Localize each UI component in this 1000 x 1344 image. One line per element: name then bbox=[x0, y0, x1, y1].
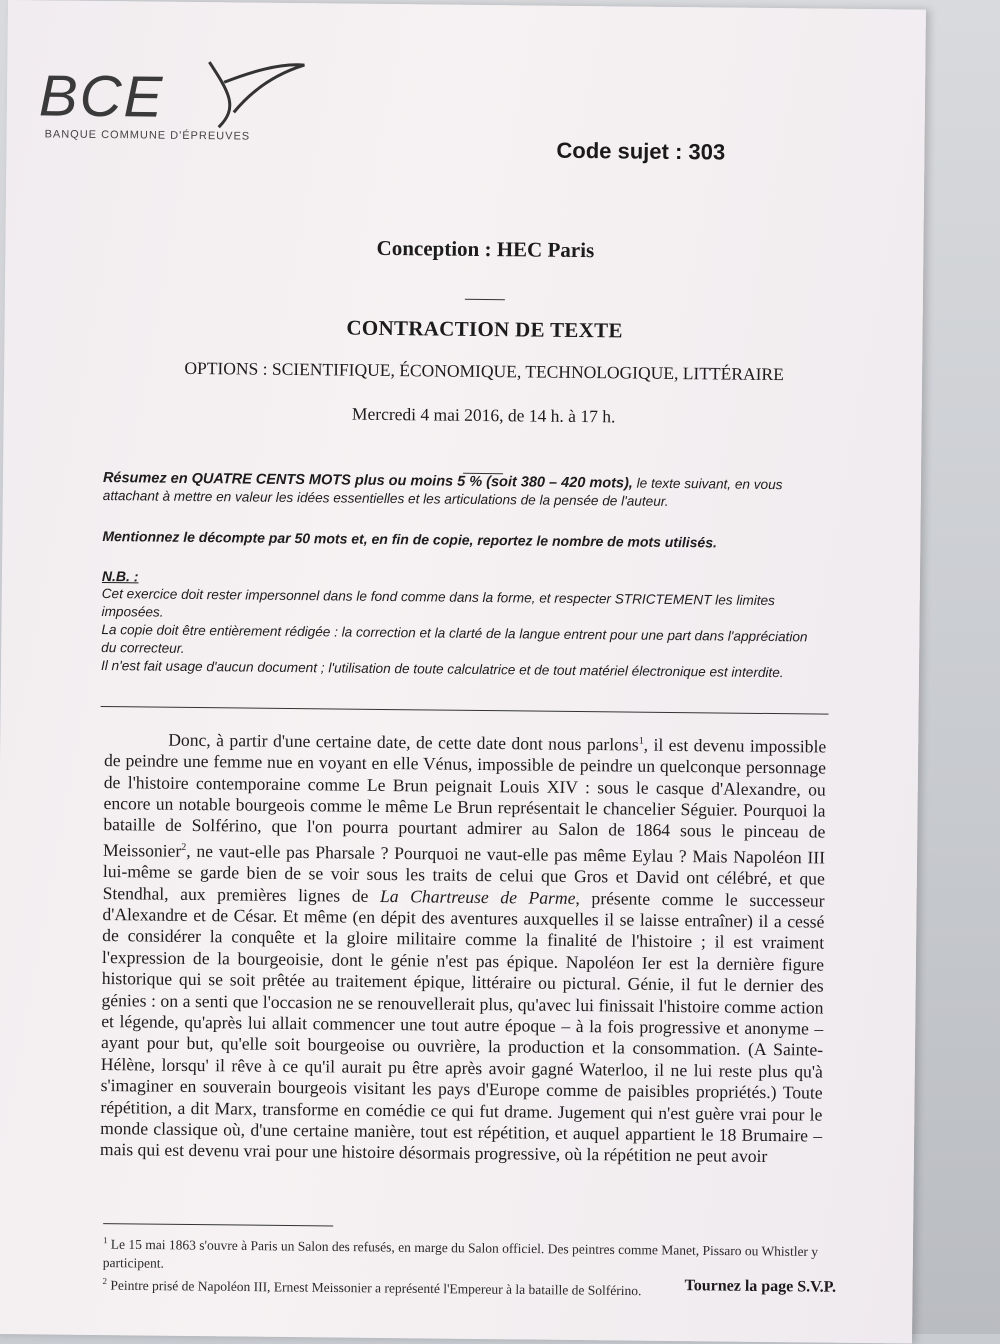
code-sujet: Code sujet : 303 bbox=[556, 137, 726, 165]
body-text: Donc, à partir d'une certaine date, de cette date dont nous parlons bbox=[168, 729, 639, 755]
footnote-mark: 1 bbox=[102, 1235, 108, 1246]
footnote-ref: 2 bbox=[181, 841, 187, 853]
footnote-ref: 1 bbox=[638, 735, 644, 747]
instruction-resumez-bold: Résumez en QUATRE CENTS MOTS plus ou moins 5 % (soit 380 – 420 mots), bbox=[102, 470, 633, 492]
exam-title: CONTRACTION DE TEXTE bbox=[346, 315, 623, 343]
footnote-mark: 2 bbox=[102, 1275, 108, 1286]
logo-text: BCE bbox=[38, 63, 165, 130]
separator-dash bbox=[123, 457, 843, 466]
conception-line: Conception : HEC Paris bbox=[376, 235, 595, 263]
body-text: , ne vaut-elle pas Pharsale ? Pourquoi ne vaut-elle pas même Eylau ? Mais Napoléon III lui-même se garde bien de se voir sous les traits de celui que Gros et David ont célébré, et que Stendhal, aux premières lignes de bbox=[102, 840, 826, 906]
instruction-mention: Mentionnez le décompte par 50 mots et, en fin de copie, reportez le nombre de mots utilisés. bbox=[102, 528, 718, 551]
horizontal-rule bbox=[101, 706, 829, 715]
footnote-rule bbox=[103, 1223, 333, 1226]
body-paragraph bbox=[100, 725, 827, 1168]
separator-dash bbox=[125, 283, 845, 292]
logo-subtitle: BANQUE COMMUNE D'ÉPREUVES bbox=[44, 128, 251, 143]
nb-line: Il n'est fait usage d'aucun document ; l'utilisation de toute calculatrice et de tout matériel électronique est interdite. bbox=[100, 658, 784, 681]
nb-line: Cet exercice doit rester impersonnel dans le fond comme dans la forme, et respecter STRICTEMENT les limites imposées. bbox=[101, 586, 775, 620]
bce-logo bbox=[38, 50, 299, 153]
body-text: , présente comme le successeur d'Alexandre et de César. Et même (en dépit des aventures auxquelles il se laisse entraîner) il a cessé de considérer la conquête et la gloire militaire comme la finalité de l'histoire ; il est vraiment l'expression de la bourgeoisie, dont le génie n'est pas épique. Napoléon Ier est la dernière figure historique qui se soit prêtée au traitement épique, littéraire ou pictural. Génie, il fut le dernier des génies : on a senti que l'occasion ne se renouvellerait plus, qu'avec lui finissait l'histoire comme action et légende, qu'après lui allait commencer une tout autre époque – à la fois progressive et anonyme – ayant pour but, qu'elle soit bourgeoise ou ouvrière, la production et la consommation. (A Sainte-Hélène, lorsqu' il rêve à ce qu'il aurait pu être après avoir gagné Waterloo, il ne lui reste plus qu'à s'imaginer en souverain bourgeois visitant les pays d'Europe comme de paisibles propriétés.) Toute répétition, a dit Marx, transforme en comédie ce qui fut drame. Jugement qui n'est guère vrai pour le monde classique où, d'une certaine manière, tout est répétition, et auquel appartient le 18 Brumaire – mais qui est devenu vrai pour une histoire désormais progressive, où la répétition ne peut avoir bbox=[99, 887, 825, 1167]
nb-block bbox=[101, 567, 827, 683]
body-text: , il est devenu impossible de peindre une femme nue en voyant en elle Vénus, impossible de peindre un quelconque personnage de l'histoire contemporaine comme Le Brun peignait Louis XIV : sous le casque d'Alexandre, ou encore un notable bourgeois comme le même Le Brun représentait le chancelier Séguier. Pourquoi la bataille de Solférino, que l'on pourra pourtant admirer au Salon de 1864 sous le pinceau de Meissonier bbox=[103, 734, 827, 861]
nb-title: N.B. : bbox=[101, 568, 139, 585]
exam-date: Mercredi 4 mai 2016, de 14 h. à 17 h. bbox=[351, 403, 616, 427]
nb-line: La copie doit être entièrement rédigée : la correction et la clarté de la langue entrent pour une part dans l'appréciation du correcteur. bbox=[101, 622, 808, 656]
footnote-text: Peintre prisé de Napoléon III, Ernest Meissonier a représenté l'Empereur à la bataille de Solférino. bbox=[106, 1277, 642, 1298]
text-body bbox=[100, 725, 827, 1168]
exam-options: OPTIONS : SCIENTIFIQUE, ÉCONOMIQUE, TECHNOLOGIQUE, LITTÉRAIRE bbox=[184, 357, 784, 385]
logo-swoosh-icon bbox=[199, 52, 310, 133]
instruction-resumez-rest: le texte suivant, en vous attachant à mettre en valeur les idées essentielles et les articulations de la pensée de l'auteur. bbox=[102, 475, 783, 509]
instruction-resumez bbox=[103, 469, 828, 513]
book-title: La Chartreuse de Parme bbox=[379, 885, 576, 908]
turn-page-note: Tournez la page S.V.P. bbox=[684, 1277, 837, 1296]
footnote-text: Le 15 mai 1863 s'ouvre à Paris un Salon des refusés, en marge du Salon officiel. Des peintres comme Manet, Pissaro ou Whistler y participent. bbox=[102, 1236, 819, 1271]
